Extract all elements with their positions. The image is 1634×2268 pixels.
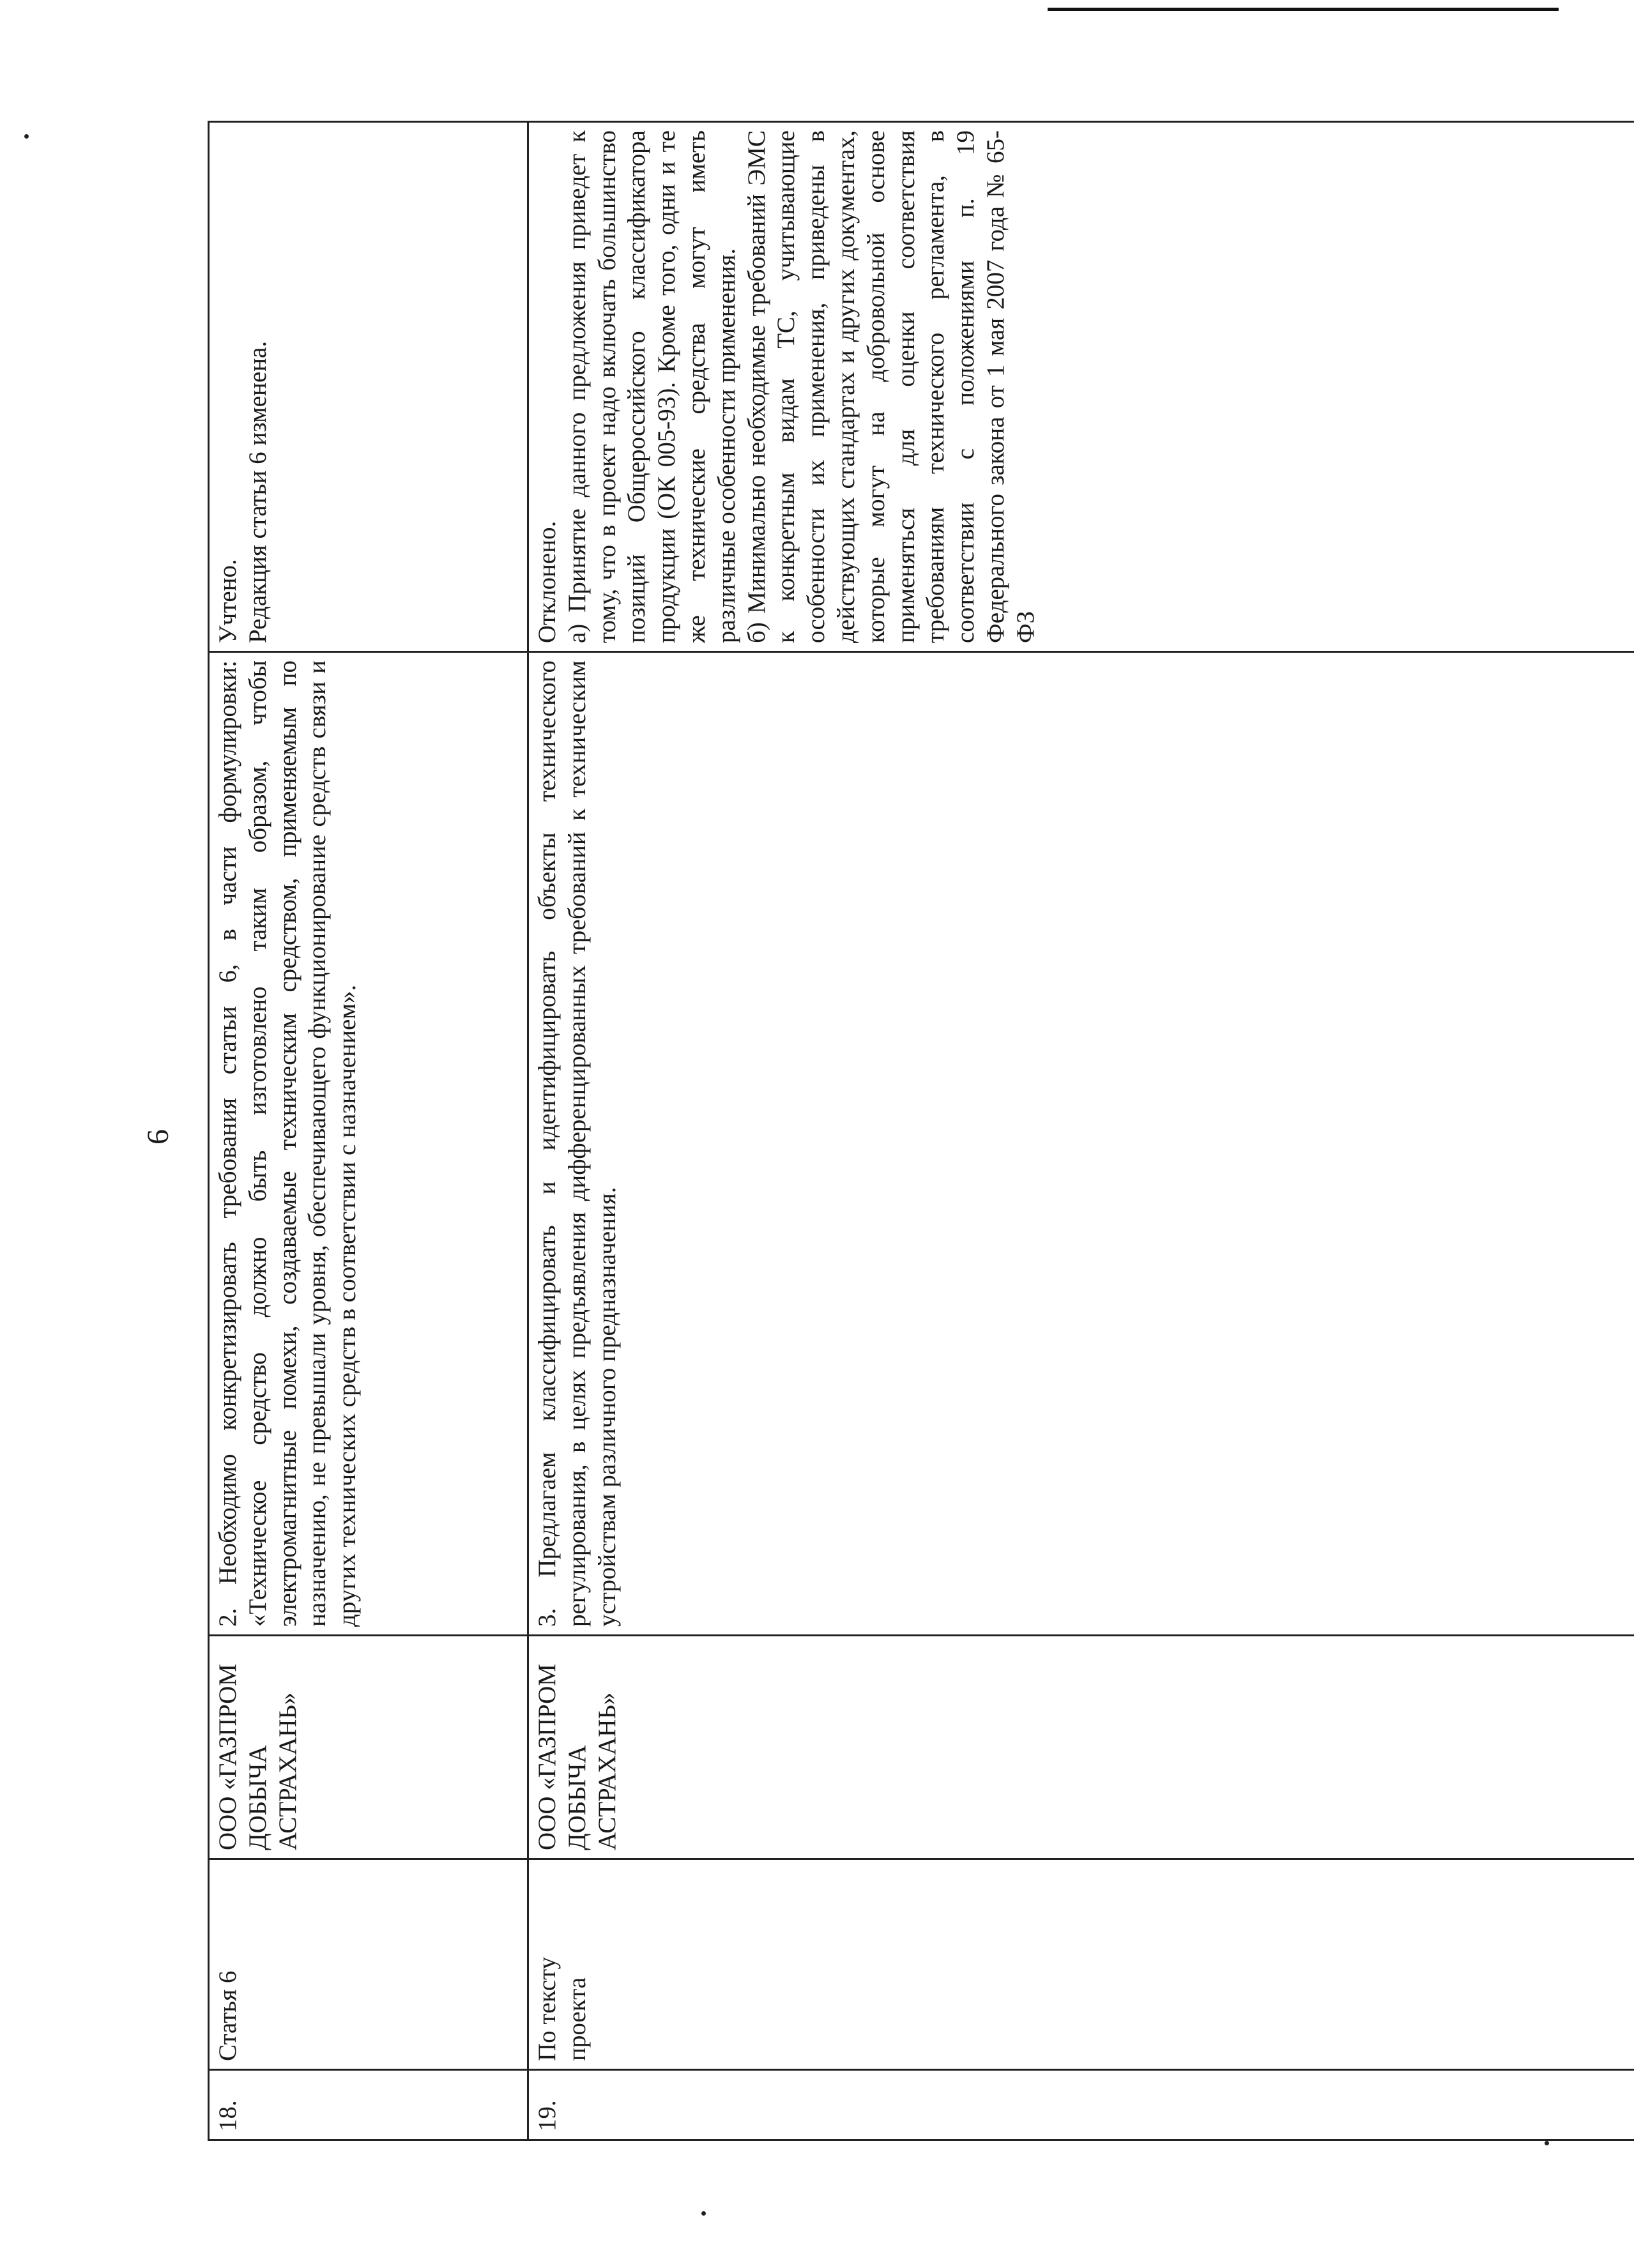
page-number: 6 xyxy=(141,1129,175,1145)
result-text: Редакция статьи 6 изменена. xyxy=(243,340,271,643)
article-cell: По тексту проекта xyxy=(528,1859,1634,2070)
scan-speck xyxy=(701,2211,706,2216)
scan-edge-line xyxy=(1048,8,1559,11)
table-row xyxy=(209,122,528,2140)
organization-cell: ООО «ГАЗПРОМ ДОБЫЧА АСТРАХАНЬ» xyxy=(209,1636,528,1859)
result-text-a: а) Принятие данного предложения приведет к тому, что в проект надо включать большинство позиций Общероссийского классификатора продукции (ОК 005-93). Кроме того, одни и те же технические средства могут иметь различные особенности применения. xyxy=(563,130,740,643)
organization-cell: ООО «ГАЗПРОМ ДОБЫЧА АСТРАХАНЬ» xyxy=(528,1636,1634,1859)
result-status: Отклонено. xyxy=(533,521,561,643)
result-cell xyxy=(528,122,1634,652)
scan-speck xyxy=(1545,2141,1549,2145)
scan-speck xyxy=(24,134,29,139)
row-number: 18. xyxy=(209,2070,528,2140)
result-text-b: б) Минимально необходимые требований ЭМС к конкретным видам ТС, учитывающие особенности их применения, приведены в действующих стандартах и других документах, которые могут на добровольной основе применяться для оценки соответствия требованиям технического регламента, в соответствии с положениями п. 19 Федерального закона от 1 мая 2007 года № 65-ФЗ xyxy=(742,130,1039,643)
result-status: Учтено. xyxy=(214,559,241,643)
proposal-cell: 2. Необходимо конкретизировать требования статьи 6, в части формулировки: «Техническое средство должно быть изготовлено таким образом, чтобы электромагнитные помехи, создаваемые техническим средством, применяемым по назначению, не превышали уровня, обеспечивающего функционирование средств связи и других технических средств в соответствии с назначением». xyxy=(209,652,528,1636)
article-cell: Статья 6 xyxy=(209,1859,528,2070)
row-number: 19. xyxy=(528,2070,1634,2140)
comments-table xyxy=(208,121,1634,2141)
result-cell xyxy=(209,122,528,652)
table-row xyxy=(528,122,1634,2140)
proposal-cell: 3. Предлагаем классифицировать и идентифицировать объекты технического регулирования, в целях предъявления дифференцированных требований к техническим устройствам различного предназначения. xyxy=(528,652,1634,1636)
rotated-page xyxy=(128,123,1623,2141)
